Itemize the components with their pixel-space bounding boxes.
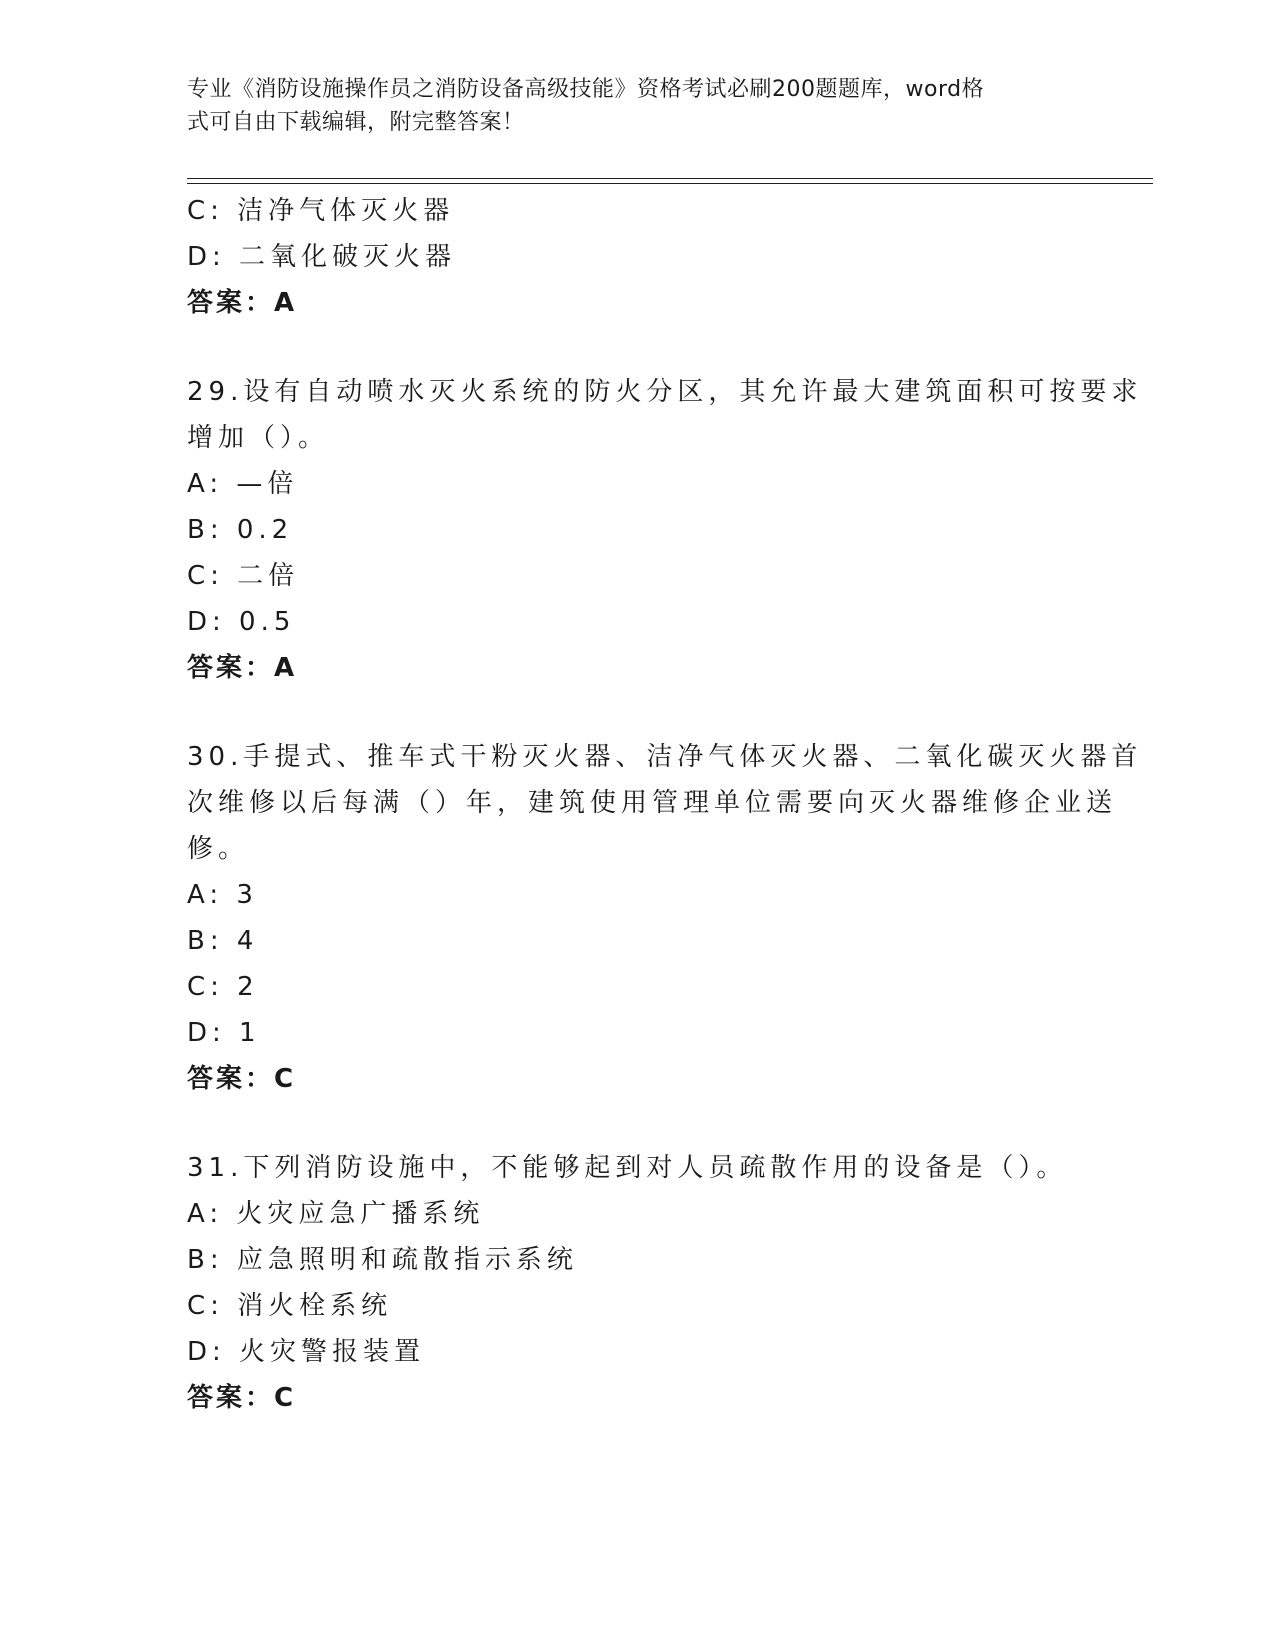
question-stem: 增加（）。 bbox=[187, 423, 330, 453]
header-divider-bottom bbox=[187, 183, 1153, 184]
question-29 bbox=[187, 369, 1143, 691]
option-c: C: 二倍 bbox=[187, 561, 300, 591]
option-d: D: 二氧化破灭火器 bbox=[187, 242, 457, 272]
option-b: B: 4 bbox=[187, 926, 259, 956]
option-c: C: 2 bbox=[187, 972, 259, 1002]
question-31 bbox=[187, 1145, 1087, 1421]
question-stem: 修。 bbox=[187, 834, 250, 864]
previous-question-tail bbox=[187, 188, 1087, 326]
option-a: A: 火灾应急广播系统 bbox=[187, 1199, 485, 1229]
spacer bbox=[187, 326, 1087, 369]
question-stem: 30.手提式、推车式干粉灭火器、洁净气体灭火器、二氧化碳灭火器首 bbox=[187, 742, 1143, 772]
option-b: B: 应急照明和疏散指示系统 bbox=[187, 1245, 578, 1275]
question-30 bbox=[187, 734, 1143, 1102]
answer: 答案：C bbox=[187, 1383, 297, 1413]
document-header bbox=[187, 73, 1067, 139]
option-a: A: 3 bbox=[187, 880, 258, 910]
header-line-1: 专业《消防设施操作员之消防设备高级技能》资格考试必刷200题题库，word格 bbox=[187, 77, 985, 102]
question-stem: 31.下列消防设施中，不能够起到对人员疏散作用的设备是（）。 bbox=[187, 1153, 1068, 1183]
spacer bbox=[187, 691, 1087, 734]
option-c: C: 消火栓系统 bbox=[187, 1291, 393, 1321]
option-d: D: 1 bbox=[187, 1018, 261, 1048]
answer: 答案：A bbox=[187, 653, 298, 683]
option-a: A: —倍 bbox=[187, 469, 299, 499]
spacer bbox=[187, 1102, 1087, 1145]
option-d: D: 火灾警报装置 bbox=[187, 1337, 426, 1367]
question-stem: 次维修以后每满（）年，建筑使用管理单位需要向灭火器维修企业送 bbox=[187, 788, 1118, 818]
question-stem: 29.设有自动喷水灭火系统的防火分区，其允许最大建筑面积可按要求 bbox=[187, 377, 1143, 407]
option-b: B: 0.2 bbox=[187, 515, 294, 545]
answer: 答案：C bbox=[187, 1064, 297, 1094]
header-line-2: 式可自由下载编辑，附完整答案！ bbox=[187, 110, 525, 135]
option-c: C: 洁净气体灭火器 bbox=[187, 196, 455, 226]
header-divider-top bbox=[187, 178, 1153, 179]
option-d: D: 0.5 bbox=[187, 607, 296, 637]
answer: 答案：A bbox=[187, 288, 298, 318]
question-list bbox=[187, 188, 1143, 1421]
